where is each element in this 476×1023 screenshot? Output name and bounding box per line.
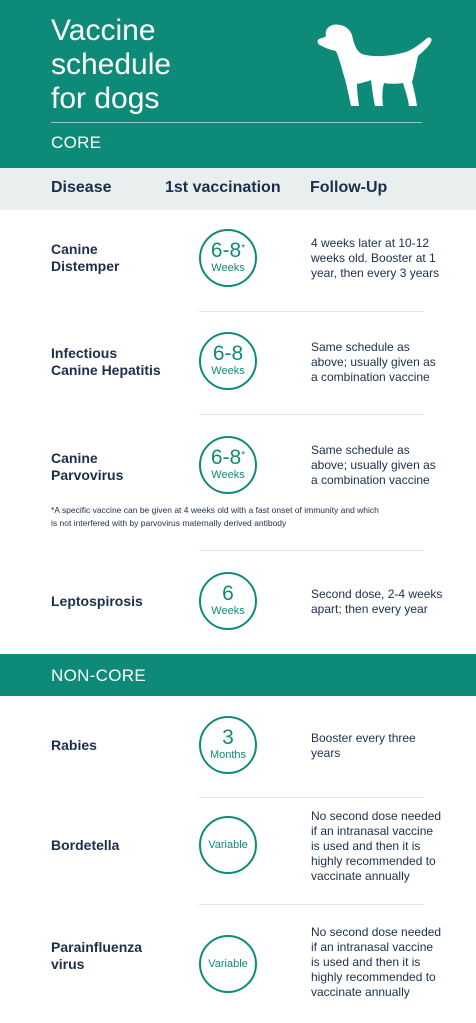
disease-name: Canine Distemper: [51, 241, 120, 274]
title-line-2: schedule: [51, 48, 172, 81]
disease-name: Parainfluenza virus: [51, 939, 143, 972]
follow-up-text: Same schedule as above; usually given as a combination vaccine: [311, 340, 436, 384]
disease-name: Leptospirosis: [51, 593, 143, 609]
header-banner: [0, 0, 476, 168]
follow-up-text: Same schedule as above; usually given as a combination vaccine: [311, 443, 436, 487]
first-vaccination-badge: 6-8* Weeks: [199, 436, 257, 494]
row-divider: [199, 414, 424, 415]
header-divider: [51, 122, 422, 123]
row-divider: [199, 550, 424, 551]
disease-name: Bordetella: [51, 837, 120, 853]
row-divider: [199, 797, 424, 798]
disease-name: Canine Parvovirus: [51, 450, 124, 483]
footnote: *A specific vaccine can be given at 4 weeks old with a fast onset of immunity and which is not interfered with by parvovirus maternally derived antibody: [51, 505, 379, 528]
first-vaccination-badge: Variable: [199, 816, 257, 874]
column-header-bar: [0, 168, 476, 210]
first-vaccination-badge: Variable: [199, 935, 257, 993]
disease-name: Infectious Canine Hepatitis: [51, 345, 161, 378]
follow-up-text: 4 weeks later at 10-12 weeks old. Booster at 1 year, then every 3 years: [311, 236, 440, 280]
row-divider: [199, 311, 424, 312]
page-title: [51, 14, 281, 116]
first-vaccination-badge: 3 Months: [199, 716, 257, 774]
follow-up-text: No second dose needed if an intranasal vaccine is used and then it is highly recommended to vaccinate annually: [311, 925, 442, 999]
section-noncore-band: [0, 654, 476, 696]
section-core-label: CORE: [51, 133, 102, 152]
first-vaccination-badge: 6 Weeks: [199, 572, 257, 630]
first-vaccination-badge: 6-8 Weeks: [199, 332, 257, 390]
row-divider: [199, 904, 424, 905]
dog-silhouette-icon: [312, 20, 436, 110]
follow-up-text: No second dose needed if an intranasal vaccine is used and then it is highly recommended to vaccinate annually: [311, 809, 442, 883]
column-disease: Disease: [51, 179, 112, 196]
column-follow-up: Follow-Up: [310, 179, 388, 196]
column-first-vaccination: 1st vaccination: [165, 179, 281, 196]
section-noncore-label: NON-CORE: [51, 666, 146, 685]
title-line-1: Vaccine: [51, 14, 156, 47]
follow-up-text: Booster every three years: [311, 731, 416, 760]
title-line-3: for dogs: [51, 82, 160, 115]
disease-name: Rabies: [51, 737, 97, 753]
first-vaccination-badge: 6-8* Weeks: [199, 229, 257, 287]
follow-up-text: Second dose, 2-4 weeks apart; then every year: [311, 587, 443, 616]
